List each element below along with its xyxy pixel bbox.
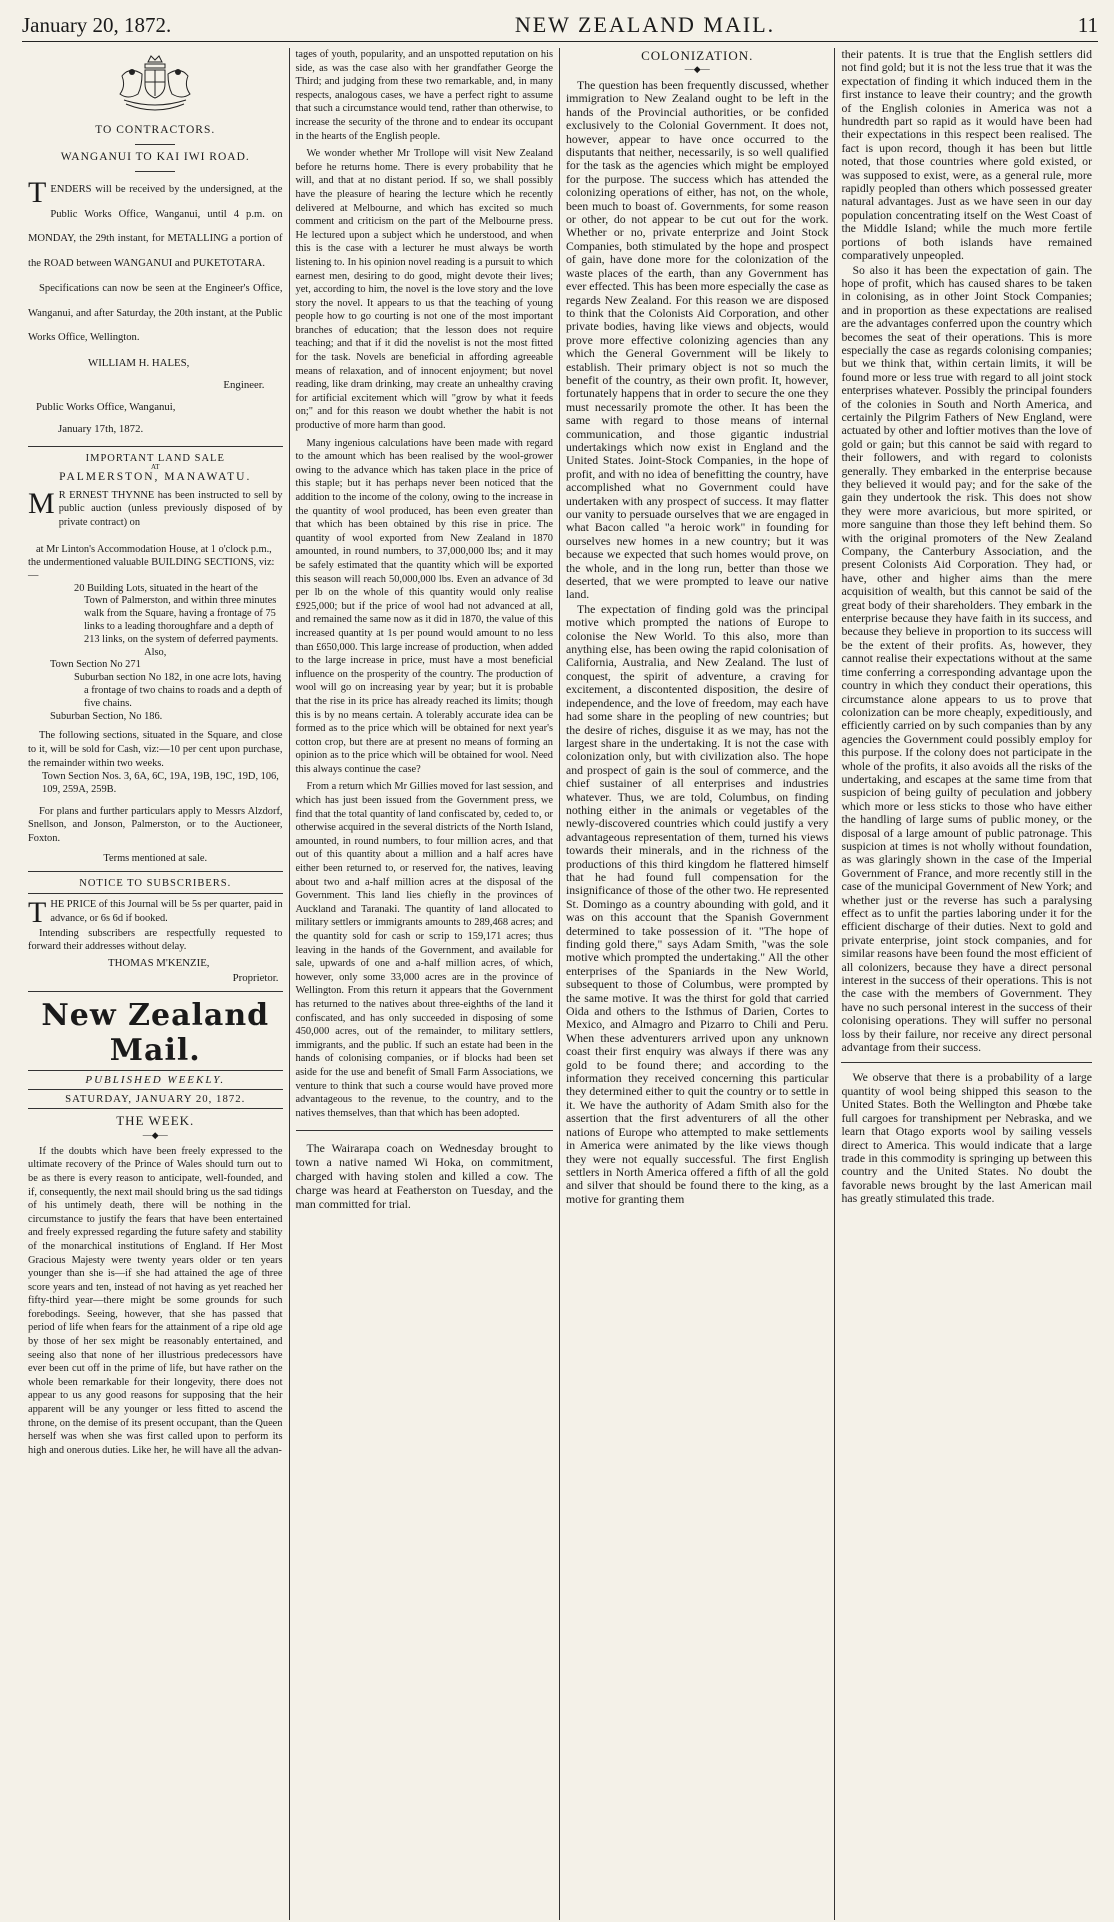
article-paragraph: Many ingenious calculations have been made with regard to the amount which has been realised by the wool-grower owing to the advance which has taken place in the price of this staple; but it has perhaps never been noticed that the addition to the income of the colony, owing to the increase in the quantity of wool produced, has been even greater than that which has been obtained by this rise in price. The quantity of wool exported from New Zealand in 1870 amounted, in round numbers, to 37,000,000 lbs; and it may be safely estimated that the quantity which will be exported this season will reach 50,000,000 lbs. Even an advance of 3d per lb on the whole of this quantity would only realise £925,000; but if the price of wool had not advanced at all, and remained the same now as it did in 1870, the value of this increased quantity at 1s per pound would amount to no less than £650,000. This large increase of production, when added to the large increase in price, must have a most beneficial influence on the prosperity of the country. The production of wool will go on increasing year by year; but it is probable that the rise in its price has already reached its limits; though this is by no means certain. A tolerably accurate idea can be formed as to the price which will be obtained for next year's cotton crop, but there are at present no means of forming an opinion as to the price which will be obtained for wool. Need this always continue the case? [295, 437, 553, 775]
divider [841, 1062, 1092, 1063]
divider [135, 171, 175, 172]
article-paragraph: We observe that there is a probability of a large quantity of wool being shipped this season to the United States. Both the Wellington and Phœbe take full cargoes for transhipment per Nebraska, and we learn that Otago exports wool by sailing vessels direct to America. This would indicate that a large trade in this commodity is springing up between this country and the United States. No doubt the favorable news brought by the last American mail has greatly stimulated this trade. [841, 1070, 1092, 1206]
sale-particulars: For plans and further particulars apply to Messrs Alzdorf, Snellson, and Jonson, Palmerston, or to the Auctioneer, Foxton. [28, 805, 283, 844]
article-paragraph: tages of youth, popularity, and an unspotted reputation on his side, as was the case also with her grandfather George the Third; and judging from these two remarkable, and, in many respects, analogous cases, we have a perfect right to assume that such a circumstance would tend, rather than otherwise, to increase the security of the throne and to endear its occupant in the hearts of the English people. [295, 49, 553, 142]
sale-item: Town Section No 271 [50, 659, 141, 671]
ornament-icon: —◆— [142, 1129, 168, 1140]
drop-cap: M [28, 486, 55, 520]
drop-cap: T [28, 896, 47, 930]
office-line: Public Works Office, Wanganui, [36, 400, 176, 413]
divider [296, 1130, 554, 1131]
notice-text-2: Intending subscribers are respectfully requested to forward their addresses without delay. [28, 927, 283, 953]
divider [135, 144, 175, 145]
spec-text: Specifications can now be seen at the Engineer's Office, Wanganui, and after Saturday, the 20th instant, at the Public Works Office, Wellington. [28, 283, 283, 343]
sale-item: 20 Building Lots, situated in the heart of the Town of Palmerston, and within three minutes walk from the Square, having a frontage of 75 links to a leading thoroughfare and a depth of 213 links, on the system of deferred payments. [74, 582, 279, 645]
article-paragraph: From a return which Mr Gillies moved for last session, and which has just been issued from the Government press, we find that the total quantity of land confiscated by, ceded to, or otherwise acquired in the several districts of the North Island, amounted, in round numbers, to four million acres, and that out of this quantity about a million and a half acres have either been returned to, or reserved for, the natives, leaving about two and a-half million acres at the disposal of the Government. This land lies chiefly in the provinces of Auckland and Taranaki. The quantity of land allocated to military settlers or immigrants amounts to 289,468 acres; and the quantity sold for cash or scrip to 159,171 acres; thus leaving in the hands of the Government, and available for sale, upwards of one and a-half million acres, of which, however, only some 33,000 acres are in the province of Wellington. From this return it appears that the Government has returned to the natives about three-eighths of the land it confiscated, and has only succeeded in disposing of some 450,000 acres, out of the remainder, to military settlers, immigrants, and the public. If such an estate had been in the hands of colonising companies, or if blocks had been set aside for the use and benefit of Small Farm Associations, we venture to think that such a course would have proved more advantageous to the revenue, to the country, and to the natives themselves, than that which has been adopted. [295, 781, 553, 1119]
paper-title: New Zealand Mail. [41, 997, 270, 1068]
divider [28, 1089, 283, 1090]
dateline: SATURDAY, JANUARY 20, 1872. [65, 1092, 246, 1105]
page-number: 11 [1077, 13, 1098, 37]
issue-date: January 20, 1872. [22, 13, 172, 37]
article-paragraph: their patents. It is true that the English settlers did not find gold; but it is not the less true that it was the expectation of finding it which induced them in the first instance to leave their country; and the growth of the English colonies in America was not a hundredth part so rapid as it would have been had their expectations in this respect been realised. The fact is upon record, though it has been but little noted, that those countries where gold existed, or was supposed to exist, were, as a general rule, more rapidly peopled than others which possessed greater natural advantages. Just as we have seen in our day population concentrating itself on the West Coast of the Middle Island; while the much more fertile portions of both islands have remained comparatively unpeopled. [841, 48, 1092, 263]
article-paragraph: The Wairarapa coach on Wednesday brought to town a native named Wi Hoka, on commitment, charged with having stolen and killed a cow. The charge was heard at Featherston on Tuesday, and the man committed for trial. [295, 1141, 553, 1212]
road-heading: WANGANUI TO KAI IWI ROAD. [60, 151, 250, 163]
columns [22, 48, 1098, 1920]
notice-text: THE PRICE of this Journal will be 5s per quarter, paid in advance, or 6s 6d if booked. [28, 896, 283, 930]
divider [28, 1070, 283, 1071]
notice-signature: THOMAS M'KENZIE, [108, 956, 210, 969]
paper-name: NEW ZEALAND MAIL. [514, 12, 776, 37]
land-sale-heading: IMPORTANT LAND SALE [85, 452, 225, 464]
sale-town-sections: Town Section Nos. 3, 6A, 6C, 19A, 19B, 19C, 19D, 106, 109, 259A, 259B. [42, 771, 279, 796]
divider [28, 991, 283, 992]
tender-text: TENDERS will be received by the undersigned, at the Public Works Office, Wanganui, until 4 p.m. on MONDAY, the 29th instant, for METALLING a portion of the ROAD between WANGANUI and PUKETOTARA. [28, 176, 283, 269]
notice-signature-title: Proprietor. [232, 971, 279, 984]
sale-intro: M R ERNEST THYNNE has been instructed to sell by public auction (unless previously disposed of by private contract) on [28, 486, 283, 528]
drop-cap: T [28, 176, 47, 209]
week-paragraph: If the doubts which have been freely expressed to the ultimate recovery of the Prince of Wales should turn out to be as there is every reason to anticipate, well-founded, and if, consequently, the next mail should bring us the sad tidings of his untimely death, there will be nothing in the circumstance to justify the fears that have been entertained and freely expressed regarding the future safety and stability of the monarchical institutions of England. If Her Most Gracious Majesty were twenty years older or ten years younger than she is—if she had attained the age of three score years and ten, instead of not having as yet reached her fifty-third year—there might be some grounds for such forebodings. Seeing, however, that she has passed that period of life when fears for the attainment of a ripe old age by those of her sex might be reasonably entertained, and seeing also that none of her illustrious predecessors have ever been cut off in the prime of life, but have rather on the whole been remarkable for their longevity, there does not appear to us any good reasons for supposing that the heir apparent will be any younger or less fitted to ascend the throne, on the demise of its present occupant, than the Queen herself was when she was first called upon to perform its high and onerous duties. Like her, he will have all the advan- [28, 1145, 283, 1456]
article-paragraph: The question has been frequently discussed, whether immigration to New Zealand ought to be left in the hands of the Provincial authorities, or be confided exclusively to the Colonial Government. It does not, however, appear to have once occurred to the disputants that neither, necessarily, is so well qualified for the task as the agencies which might be employed for the purpose. The success which has attended the colonizing operations of either, has not, on the whole, been much to boast of. Governments, for some reason or other, do not appear to be cut out for the work. Whether or no, private enterprize and Joint Stock Companies, both stimulated by the hope and prospect of gain, have done more for the colonization of the waste places of the earth, than any Government has ever effected. This has been more especially the case as regards New Zealand. For this reason we are disposed to think that the Colonists Aid Corporation, and other private bodies, having like views and objects, would prove more effective colonizing agencies than any which the General Government will be likely to establish. Their primary object is not so much the benefit of the country, as their own profit. It, however, fortunately happens that in order to secure the one they must necessarily promote the other. It has been the same with regard to those means of internal communication, and those gigantic industrial undertakings which now exist in England and the United States. Joint-Stock Companies, in the hope of profit, and with no idea of benefitting the country, have accomplished what no Government could have undertaken with any prospect of success. It may flatter our vanity to persuade ourselves that we are engaged in what Bacon called "a heroic work" in founding for ourselves new homes in a new country; but it was because we expected that such homes would prove, on the whole, and in the long run, better than those we deserted, that we were prompted to leave our native land. [566, 78, 829, 602]
land-sale-place: PALMERSTON, MANAWATU. [59, 470, 252, 483]
sale-item: Suburban Section, No 186. [50, 710, 163, 722]
sale-terms: Terms mentioned at sale. [103, 852, 208, 864]
column-4 [835, 48, 1098, 1920]
royal-crest-icon [112, 52, 198, 118]
column-1 [22, 48, 290, 1920]
signature-title: Engineer. [223, 378, 265, 391]
office-date: January 17th, 1872. [58, 422, 144, 435]
colonization-heading: COLONIZATION. [641, 48, 754, 63]
divider [28, 893, 283, 894]
article-paragraph: So also it has been the expectation of gain. The hope of profit, which has caused shares to be taken in colonising, as in other Joint Stock Companies; and in proportion as these expectations are realised are the advantages conferred upon the country which becomes the seat of their operations. This is more especially the case as regards colonising companies; but we think that, within certain limits, it will be found more or less true with regard to all joint stock enterprises whatever. Possibly the principal founders of the colonies in South and North America, and certainly the Pilgrim Fathers of New England, were actuated by other and loftier motives than the love of gold or gain; but this cannot be said with regard to their followers, and with regard to colonists generally. They embarked in the enterprise because they believed it would pay; and for the sake of the gain they undertook the risk. This does not show they were more avaricious, but more spirited, or more sanguine than those they left behind them. So with the original promoters of the New Zealand Company, the Canterbury Association, and the present Colonists Aid Corporation. They had, or have, other and higher aims than the mere acquisition of wealth, but this cannot be said of the great body of their shareholders. They embark in the enterprise because they have faith in its success, and because they believe in proportion to its success will be the extent of their profits. As, however, they cannot realise their expectations without at the same time conferring a corresponding advantage upon the country in which they conduct their operations, this circumstance alone appears to us to prove that colonization can be more cheaply, expeditiously, and efficiently carried on by such companies than by any agencies the Government could possibly employ for this purpose. If the colony does not participate in the whole of the profits, it also avoids all the risks of the undertaking, and escapes at the same time from that suspicion of being guilty of peculation and jobbery which more or less sticks to those who have either the handling of large sums of public money, or the disposal of a large amount of public patronage. This suspicion at times is not wholly without foundation, as was glaringly shown in the case of the Imperial Government of France, and more recently still in the case of the municipal Government of New York; and whether just or the reverse has such a paralysing effect as to unfit the parties laboring under it for the efficient discharge of their duties. Next to gold and private enterprise, joint stock companies, and for similar reasons have been found the most efficient of all colonizers, because they have a direct personal interest in the success of their operations. This is not the case with the members of Government. They have no such personal interest in the success of their colonising operations. They will suffer no personal loss by their failure, nor receive any direct personal advantage from their success. [841, 262, 1092, 1055]
sale-list [28, 544, 283, 865]
ornament-icon: —◆— [684, 64, 710, 74]
notice-heading: NOTICE TO SUBSCRIBERS. [79, 878, 232, 890]
divider [28, 1108, 283, 1109]
week-heading: THE WEEK. [116, 1112, 195, 1128]
sale-location: at Mr Linton's Accommodation House, at 1 o'clock p.m., the undermentioned valuable BUILDING SECTIONS, viz:— [28, 544, 275, 581]
divider [28, 871, 283, 872]
sale-following: The following sections, situated in the Square, and close to it, will be sold for Cash, viz:—10 per cent upon purchase, the remainder within two weeks. [28, 730, 283, 769]
article-paragraph: We wonder whether Mr Trollope will visit New Zealand before he returns home. There is every probability that he will, and that at no distant period. If so, we shall possibly have the pleasure of hearing the lecture which he recently delivered at Melbourne, and which has excited so much comment and criticism on the part of the Melbourne press. He lectured upon a subject which he understood, and when this is the case with a lecturer he must always be worth listening to. In his opinion novel reading is a pursuit to which earnest men, desiring to do good, might devote their lives; yet, according to him, the novel is the love story and the love story the novel. It appears to us that the teaching of young people how to go courting is not one of the most important branches of education; that the lesson does not require teaching; and that if it did the novelist is not the most fitted for the task. Novels are beneficial in affording agreeable means of relaxation, and of innocent enjoyment; but novel reading, like dram drinking, may create an unhealthy craving for artificial excitement which will "grow by what it feeds on;" and for this reason we doubt whether the habit is not productive of more harm than good. [295, 148, 553, 432]
tender-notice [28, 178, 283, 351]
sale-item: Suburban section No 182, in one acre lots, having a frontage of two chains to roads and a depth of five chains. [74, 672, 282, 709]
land-sale-at: AT [150, 462, 160, 471]
masthead [22, 12, 1098, 42]
sale-also: Also, [144, 646, 167, 658]
signature-name: WILLIAM H. HALES, [88, 356, 190, 369]
column-2 [290, 48, 561, 1920]
column-3 [560, 48, 835, 1920]
contractors-heading: TO CONTRACTORS. [95, 124, 216, 136]
article-paragraph: The expectation of finding gold was the principal motive which prompted the nations of Europe to colonise the New World. To this also, more than anything else, has been owing the rapid colonisation of California, Australia, and New Zealand. The lust of conquest, the spirit of adventure, a craving for excitement, a discontented disposition, the desire of independence, and the love of freedom, may each have had some share in the peopling of new countries; but the desire of riches, disguise it as we may, has not the largest share in the undertaking. It is not the case with colonization only, but with civilization also. The hope and prospect of gain is the soul of commerce, and the chief sustainer of all enterprises and industries whatever. Thus, we are told, Columbus, on finding nothing either in the animals or vegetables of the newly-discovered countries which could justify a very advantageous representation of them, turned his views towards their minerals, and in the richness of the productions of this third kingdom he flattered himself that he had found full compensation for the insignificance of those of the other two. He represented St. Domingo as a country abounding with gold, and it was on this account that the Spanish Government determined to take possession of it. "The hope of finding gold there," says Adam Smith, "was the sole motive which prompted the undertaking." All the other enterprises of the Spaniards in the New World, subsequent to those of Columbus, were prompted by the same motive. It was the thirst for gold that carried Oida and others to the Isthmus of Darien, Cortes to Mexico, and Almagro and Pizarro to Chili and Peru. When these adventurers arrived upon any unknown coast their first enquiry was always if there was any gold to be found there; and according to the information they received concerning this particular they determined either to quit the country or to settle in it. We have the authority of Adam Smith also for the assertion that the first adventurers of all the other nations of Europe who attempted to make settlements in America were animated by the like views though they were not equally successful. The first English settlers in North America offered a fifth of all the gold and silver that should be found there to the king, as a motive for granting them [566, 601, 829, 1206]
divider [28, 446, 283, 447]
published-weekly: PUBLISHED WEEKLY. [85, 1073, 226, 1086]
